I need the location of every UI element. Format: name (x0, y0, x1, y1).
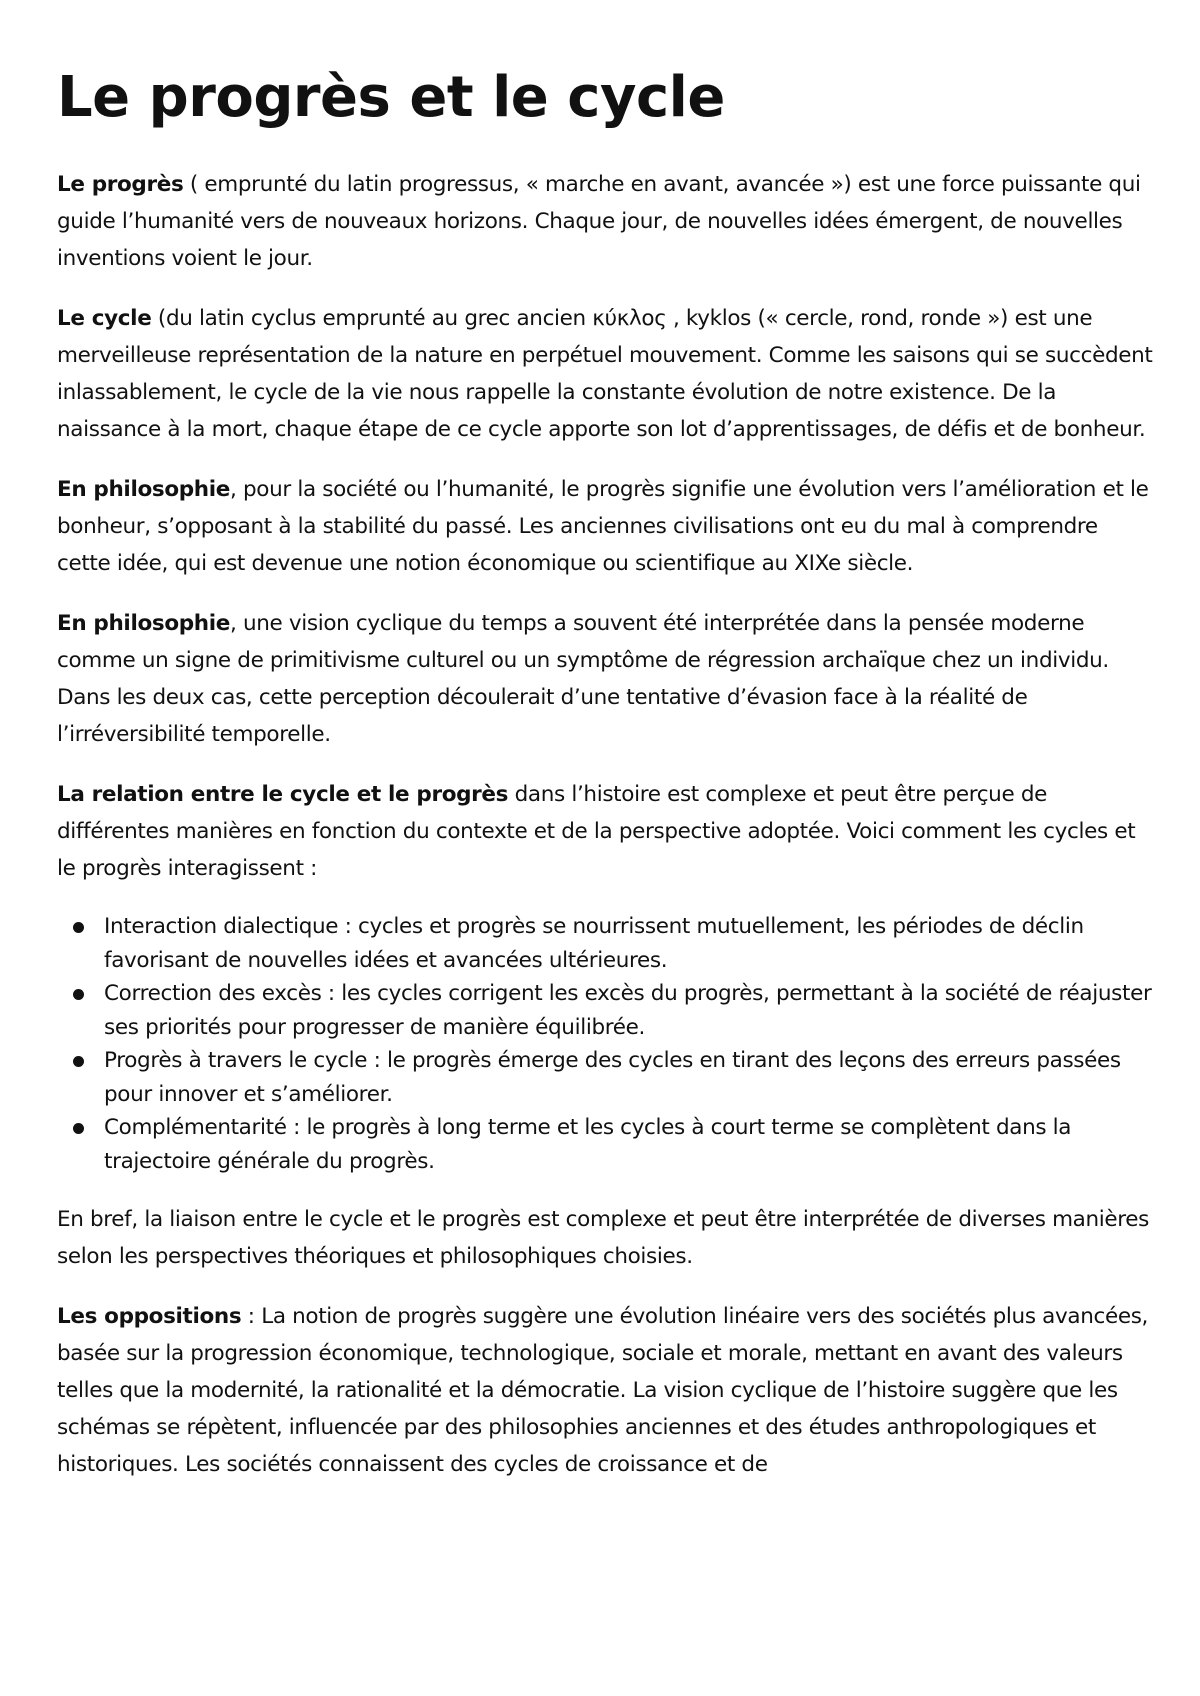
list-item-text: Correction des excès : les cycles corrigent les excès du progrès, permettant à la société de réajuster ses priorités pour progresser de manière équilibrée. (104, 981, 1152, 1040)
list-item-text: Interaction dialectique : cycles et progrès se nourrissent mutuellement, les périodes de déclin favorisant de nouvelles idées et avancées ultérieures. (104, 914, 1084, 973)
bullet-icon (73, 989, 84, 1000)
interaction-list (57, 910, 1155, 1178)
list-item (57, 977, 1155, 1044)
paragraph-cycle-text: (du latin cyclus emprunté au grec ancien κύκλος , kyklos (« cercle, rond, ronde ») est une merveilleuse représentation de la nature en perpétuel mouvement. Comme les saisons qui se succèdent inlassablement, le cycle de la vie nous rappelle la constante évolution de notre existence. De la naissance à la mort, chaque étape de ce cycle apporte son lot d’apprentissages, de défis et de bonheur. (57, 306, 1153, 442)
paragraph-cycle (57, 300, 1155, 448)
paragraph-conclusion: En bref, la liaison entre le cycle et le progrès est complexe et peut être interprétée de diverses manières selon les perspectives théoriques et philosophiques choisies. (57, 1207, 1150, 1269)
paragraph-relation-text: dans l’histoire est complexe et peut être perçue de différentes manières en fonction du contexte et de la perspective adoptée. Voici comment les cycles et le progrès interagissent : (57, 782, 1136, 881)
paragraph-oppositions (57, 1298, 1155, 1483)
bullet-icon (73, 922, 84, 933)
page-title: Le progrès et le cycle (57, 65, 725, 130)
paragraph-philosophie-progres-text: , pour la société ou l’humanité, le progrès signifie une évolution vers l’amélioration et le bonheur, s’opposant à la stabilité du passé. Les anciennes civilisations ont eu du mal à comprendre cette idée, qui est devenue une notion économique ou scientifique au XIXe siècle. (57, 477, 1149, 576)
term-relation: La relation entre le cycle et le progrès (57, 782, 509, 807)
document-page (57, 60, 1155, 1506)
bullet-icon (73, 1056, 84, 1067)
paragraph-progres (57, 166, 1155, 277)
list-item-text: Progrès à travers le cycle : le progrès émerge des cycles en tirant des leçons des erreurs passées pour innover et s’améliorer. (104, 1048, 1121, 1107)
paragraph-progres-text: ( emprunté du latin progressus, « marche en avant, avancée ») est une force puissante qui guide l’humanité vers de nouveaux horizons. Chaque jour, de nouvelles idées émergent, de nouvelles inventions voient le jour. (57, 172, 1141, 271)
paragraph-relation (57, 776, 1155, 887)
list-item (57, 910, 1155, 977)
paragraph-oppositions-text: : La notion de progrès suggère une évolution linéaire vers des sociétés plus avancées, basée sur la progression économique, technologique, sociale et morale, mettant en avant des valeurs telles que la modernité, la rationalité et la démocratie. La vision cyclique de l’histoire suggère que les schémas se répètent, influencée par des philosophies anciennes et des études anthropologiques et historiques. Les sociétés connaissent des cycles de croissance et de (57, 1304, 1149, 1477)
bullet-icon (73, 1123, 84, 1134)
paragraph-philosophie-cycle-text: , une vision cyclique du temps a souvent été interprétée dans la pensée moderne comme un signe de primitivisme culturel ou un symptôme de régression archaïque chez un individu. Dans les deux cas, cette perception découlerait d’une tentative d’évasion face à la réalité de l’irréversibilité temporelle. (57, 611, 1109, 747)
list-item (57, 1111, 1155, 1178)
list-item (57, 1044, 1155, 1111)
term-philosophie-2: En philosophie (57, 611, 231, 636)
term-philosophie-1: En philosophie (57, 477, 231, 502)
term-cycle: Le cycle (57, 306, 152, 331)
list-item-text: Complémentarité : le progrès à long terme et les cycles à court terme se complètent dans la trajectoire générale du progrès. (104, 1115, 1072, 1174)
paragraph-philosophie-cycle (57, 605, 1155, 753)
term-progres: Le progrès (57, 172, 184, 197)
term-oppositions: Les oppositions (57, 1304, 242, 1329)
paragraph-philosophie-progres (57, 471, 1155, 582)
